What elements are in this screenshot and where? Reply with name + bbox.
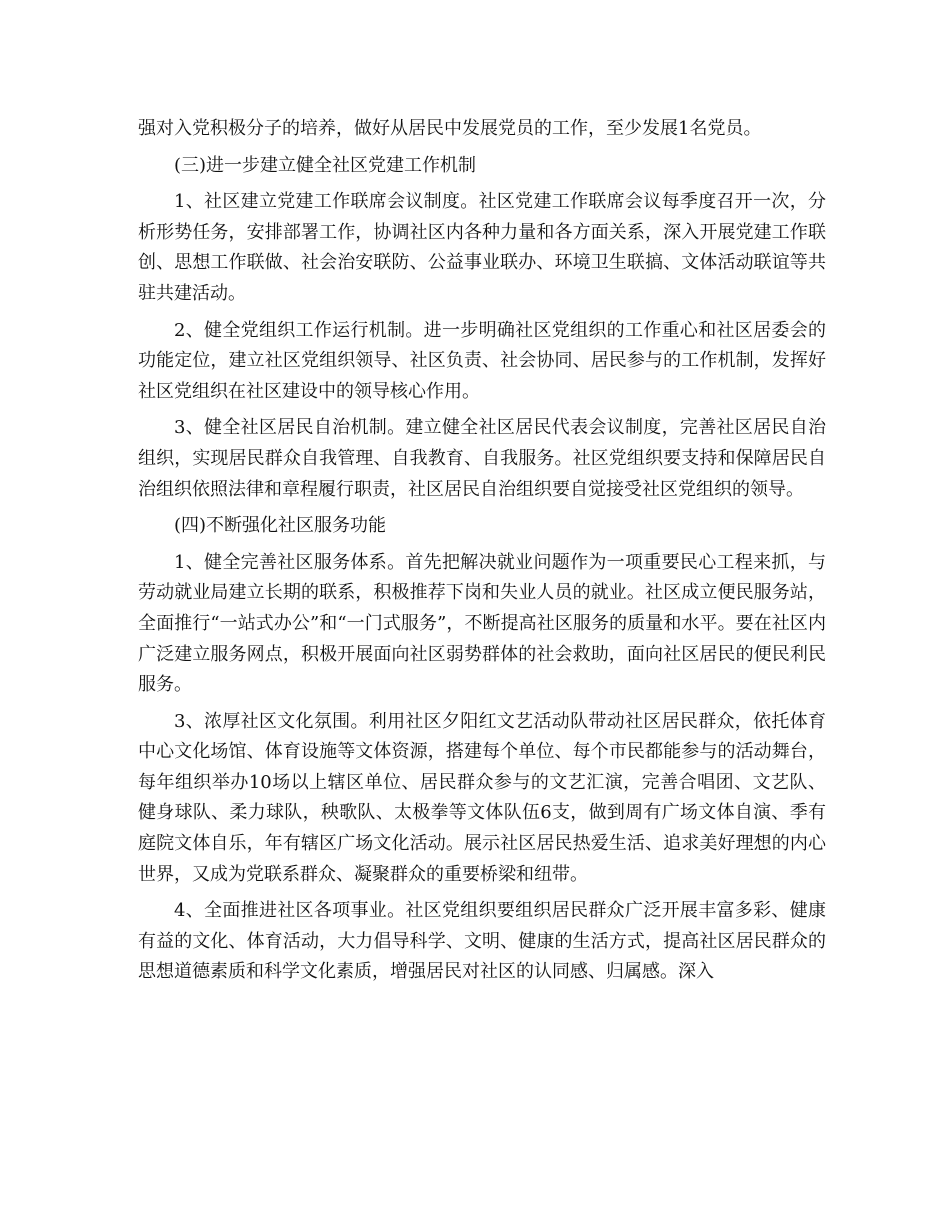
paragraph-joint-meeting: 1、社区建立党建工作联席会议制度。社区党建工作联席会议每季度召开一次，分析形势任务，安排部署工作，协调社区内各种力量和各方面关系，深入开展党建工作联创、思想工作联做、社会治安联防、公益事业联办、环境卫生联搞、文体活动联谊等共驻共建活动。: [138, 191, 826, 304]
document-body: [138, 114, 826, 994]
paragraph-party-mechanism: 2、健全党组织工作运行机制。进一步明确社区党组织的工作重心和社区居委会的功能定位，建立社区党组织领导、社区负责、社会协同、居民参与的工作机制，发挥好社区党组织在社区建设中的领导核心作用。: [138, 319, 826, 402]
paragraph-community-affairs: 4、全面推进社区各项事业。社区党组织要组织居民群众广泛开展丰富多彩、健康有益的文化、体育活动，大力倡导科学、文明、健康的生活方式，提高社区居民群众的思想道德素质和科学文化素质，增强居民对社区的认同感、归属感。深入: [138, 900, 826, 983]
paragraph-resident-autonomy: 3、健全社区居民自治机制。建立健全社区居民代表会议制度，完善社区居民自治组织，实现居民群众自我管理、自我教育、自我服务。社区党组织要支持和保障居民自治组织依照法律和章程履行职责，社区居民自治组织要自觉接受社区党组织的领导。: [138, 417, 826, 500]
section-heading-4: (四)不断强化社区服务功能: [174, 515, 387, 537]
paragraph-culture-atmosphere: 3、浓厚社区文化氛围。利用社区夕阳红文艺活动队带动社区居民群众，依托体育中心文化场馆、体育设施等文体资源，搭建每个单位、每个市民都能参与的活动舞台，每年组织举办10场以上辖区单位、居民群众参与的文艺汇演，完善合唱团、文艺队、健身球队、柔力球队，秧歌队、太极拳等文体队伍6支，做到周有广场文体自演、季有庭院文体自乐，年有辖区广场文化活动。展示社区居民热爱生活、追求美好理想的内心世界，又成为党联系群众、凝聚群众的重要桥梁和纽带。: [138, 710, 826, 885]
paragraph-continuation: 强对入党积极分子的培养，做好从居民中发展党员的工作，至少发展1名党员。: [138, 118, 762, 139]
section-heading-3: (三)进一步建立健全社区党建工作机制: [174, 154, 477, 176]
paragraph-service-system: 1、健全完善社区服务体系。首先把解决就业问题作为一项重要民心工程来抓，与劳动就业局建立长期的联系，积极推荐下岗和失业人员的就业。社区成立便民服务站，全面推行“一站式办公”和“一门式服务”，不断提高社区服务的质量和水平。要在社区内广泛建立服务网点，积极开展面向社区弱势群体的社会救助，面向社区居民的便民利民服务。: [138, 551, 826, 696]
